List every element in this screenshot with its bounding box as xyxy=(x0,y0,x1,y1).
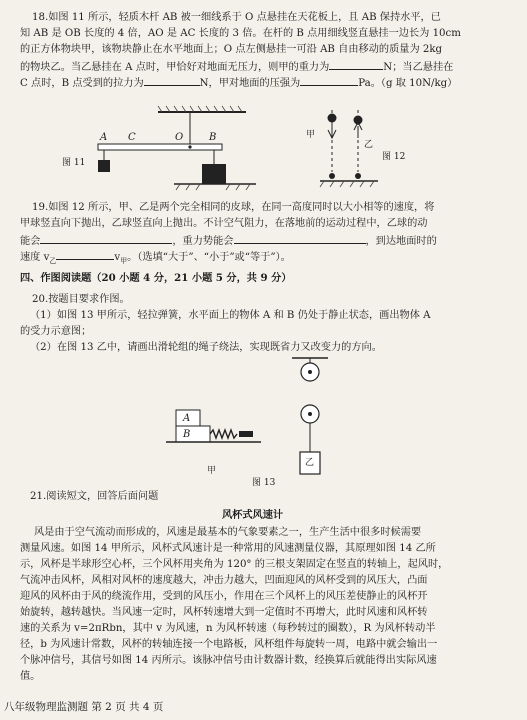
answer-blank-force[interactable] xyxy=(144,75,200,86)
fig11-label-c: C xyxy=(128,132,136,143)
q19-line3: 能会 ，重力势能会 ，到达地面时的 xyxy=(20,233,437,249)
article-p5: 迎风的风杯由于风的绕流作用，受到的风压小，作用在三个风杯上的风压差使静止的风杯开 xyxy=(20,591,428,602)
article-p1: 风是由于空气流动而形成的，风速是最基本的气象要素之一，生产生活中很多时候需要 xyxy=(34,527,422,538)
article-p8: 径，b 为风速计常数，风杯的转轴连接一个电路板，风杯组件每旋转一周，电路中就会输出一 xyxy=(20,639,438,650)
article-p9: 个脉冲信号，其信号如图 14 丙所示。该脉冲信号由计数器计数，经换算后就能得出实际风速 xyxy=(20,655,437,666)
article-p4: 气流冲击风杯，风相对风杯的速度越大，冲击力越大，凹面迎风的风杯受到的风压大，凸面 xyxy=(20,575,428,586)
article-p10: 值。 xyxy=(20,671,41,682)
article-p2: 测量风速。如图 14 甲所示，风杯式风速计是一种常用的风速测量仪器，其原理如图 14 乙所 xyxy=(20,543,436,554)
article-p6: 始旋转，越转越快。当风速一定时，风杯转速增大到一定值时不再增大，此时风速和风杯转 xyxy=(20,607,428,618)
q20-part2: （2）在图 13 乙中，请画出滑轮组的绳子绕法，实现既省力又改变力的方向。 xyxy=(30,342,382,353)
q19-line1: 19.如图 12 所示，甲、乙是两个完全相同的皮球，在同一高度同时以大小相等的速度，将 xyxy=(32,202,435,213)
fig12-label-yi: 乙 xyxy=(364,140,374,150)
q18-line4: 的物块乙。当乙悬挂在 A 点时，甲恰好对地面无压力，则甲的重力为 N；当乙悬挂在 xyxy=(20,59,453,75)
q21-stem: 21.阅读短文，回答后面问题 xyxy=(30,491,159,502)
page-footer: 八年级物理监测题 第 2 页 共 4 页 xyxy=(4,701,164,713)
article-title: 风杯式风速计 xyxy=(222,509,284,521)
article-p3: 示，风杯是半球形空心杯，三个风杯用夹角为 120° 的三根支架固定在竖直的转轴上，起风时， xyxy=(20,559,449,570)
fig11-label-b: B xyxy=(209,132,217,143)
fig12-label-jia: 甲 xyxy=(306,130,316,140)
figure-11-lever xyxy=(70,98,260,192)
figure-13-blocks-spring xyxy=(166,408,266,448)
q20-part1-line1: （1）如图 13 甲所示，轻拉弹簧，水平面上的物体 A 和 B 仍处于静止状态，画出物体 A xyxy=(30,310,431,321)
answer-blank-kinetic[interactable] xyxy=(40,233,172,244)
article-p7: 速的关系为 v=2πRbn，其中 v 为风速，n 为风杯转速（每秒转过的圈数），R 为风杯转动半 xyxy=(20,623,436,634)
q18-line1: 18.如图 11 所示，轻质木杆 AB 被一细线系于 O 点悬挂在天花板上，且 AB 保持水平，已 xyxy=(32,12,441,23)
fig13-label-jia: 甲 xyxy=(207,466,217,476)
answer-blank-pressure[interactable] xyxy=(300,75,358,86)
q18-line2: 知 AB 是 OB 长度的 4 倍，AO 是 AC 长度的 3 倍。在杆的 B 点用细线竖直悬挂一边长为 10cm xyxy=(20,28,461,39)
fig13-block-b: B xyxy=(183,429,191,440)
fig11-label-a: A xyxy=(100,132,108,143)
fig11-caption: 图 11 xyxy=(62,158,86,168)
fig13-caption: 图 13 xyxy=(252,478,276,488)
q18-line5: C 点时，B 点受到的拉力为 N，甲对地面的压强为 Pa。（g 取 10N/kg） xyxy=(20,75,457,91)
fig13-block-a: A xyxy=(183,413,191,424)
answer-blank-weight[interactable] xyxy=(329,59,383,70)
fig12-caption: 图 12 xyxy=(382,152,406,162)
fig11-label-o: O xyxy=(175,132,184,143)
answer-blank-potential[interactable] xyxy=(234,233,366,244)
q20-part1-line2: 的受力示意图； xyxy=(20,326,92,337)
q19-line2: 甲球竖直向下抛出，乙球竖直向上抛出。不计空气阻力，在落地前的运动过程中，乙球的动 xyxy=(20,218,428,229)
section-4-title: 四、作图阅读题（20 小题 4 分，21 小题 5 分，共 9 分） xyxy=(20,272,292,284)
q19-line4: 速度 $v_乙$ $v_甲$。（选填“大于”、“小于”或“等于”）。 xyxy=(20,249,291,268)
q20-stem: 20.按题目要求作图。 xyxy=(32,294,130,305)
q18-line3: 的正方体物块甲，该物块静止在水平地面上；O 点左侧悬挂一可沿 AB 自由移动的质量为 2kg xyxy=(20,44,443,55)
fig13-label-yi: 乙 xyxy=(305,458,315,468)
answer-blank-speed[interactable] xyxy=(56,249,114,260)
